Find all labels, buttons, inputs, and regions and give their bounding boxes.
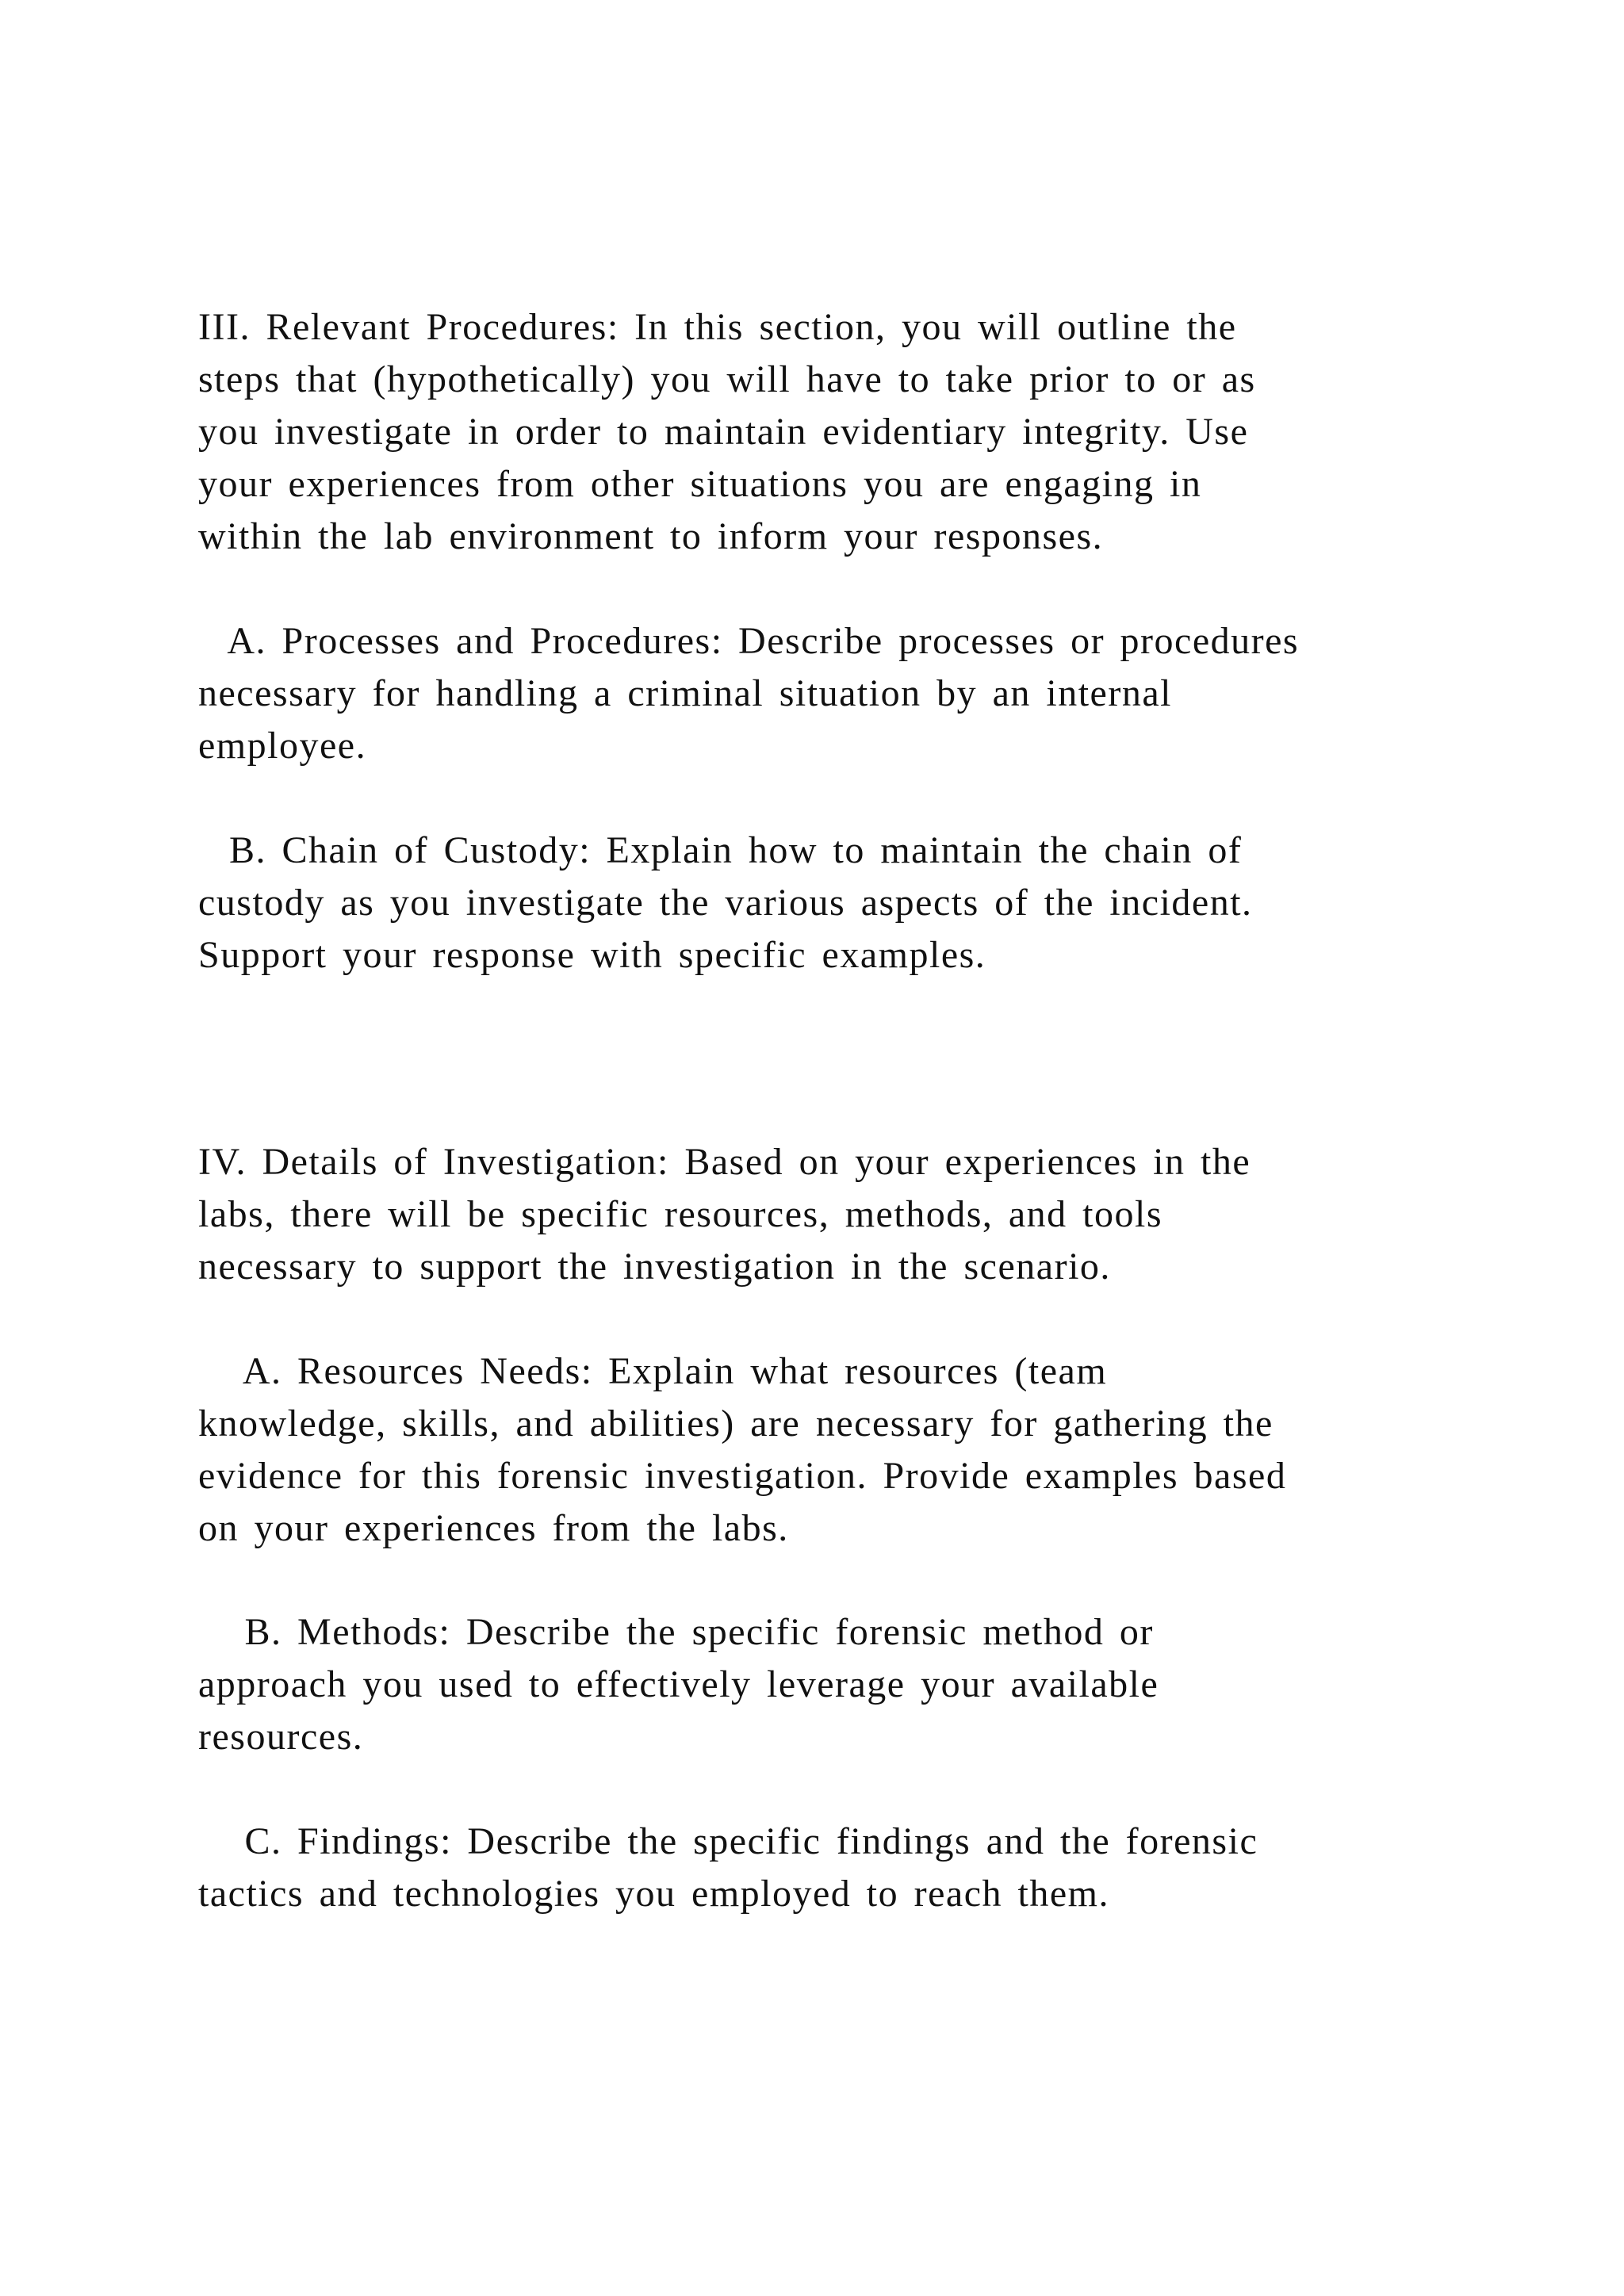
text-line: employee. — [198, 725, 367, 767]
text-line: on your experiences from the labs. — [198, 1507, 789, 1549]
text-line: approach you used to effectively leverage your available — [198, 1663, 1159, 1705]
text-line: A. Processes and Procedures: Describe processes or procedures — [198, 620, 1300, 662]
section-iii-a-processes-and-procedures — [198, 615, 1483, 772]
text-line: III. Relevant Procedures: In this section, you will outline the — [198, 306, 1237, 348]
section-iv-a-resources-needs — [198, 1345, 1483, 1555]
text-line: you investigate in order to maintain evidentiary integrity. Use — [198, 411, 1249, 453]
text-line: within the lab environment to inform your responses. — [198, 515, 1104, 557]
text-line: labs, there will be specific resources, methods, and tools — [198, 1193, 1163, 1235]
text-line: custody as you investigate the various aspects of the incident. — [198, 882, 1253, 924]
text-line: A. Resources Needs: Explain what resources (team — [198, 1350, 1108, 1392]
text-line: C. Findings: Describe the specific findings and the forensic — [198, 1820, 1258, 1862]
section-iv-c-findings — [198, 1816, 1483, 1920]
text-line: evidence for this forensic investigation. Provide examples based — [198, 1455, 1287, 1497]
text-line: IV. Details of Investigation: Based on your experiences in the — [198, 1141, 1251, 1183]
section-iv-b-methods — [198, 1606, 1483, 1763]
section-iii-relevant-procedures — [198, 301, 1483, 563]
text-line: B. Chain of Custody: Explain how to maintain the chain of — [198, 829, 1243, 871]
text-line: knowledge, skills, and abilities) are necessary for gathering the — [198, 1402, 1274, 1445]
text-line: Support your response with specific examples. — [198, 934, 986, 976]
text-line: steps that (hypothetically) you will have to take prior to or as — [198, 358, 1256, 400]
text-line: your experiences from other situations you are engaging in — [198, 463, 1202, 505]
text-line: necessary for handling a criminal situation by an internal — [198, 672, 1172, 714]
section-iii-b-chain-of-custody — [198, 825, 1483, 982]
section-iv-details-of-investigation — [198, 1136, 1483, 1293]
text-line: necessary to support the investigation in the scenario. — [198, 1246, 1111, 1288]
text-line: tactics and technologies you employed to reach them. — [198, 1873, 1109, 1915]
text-line: B. Methods: Describe the specific forensic method or — [198, 1611, 1154, 1653]
text-line: resources. — [198, 1716, 364, 1758]
